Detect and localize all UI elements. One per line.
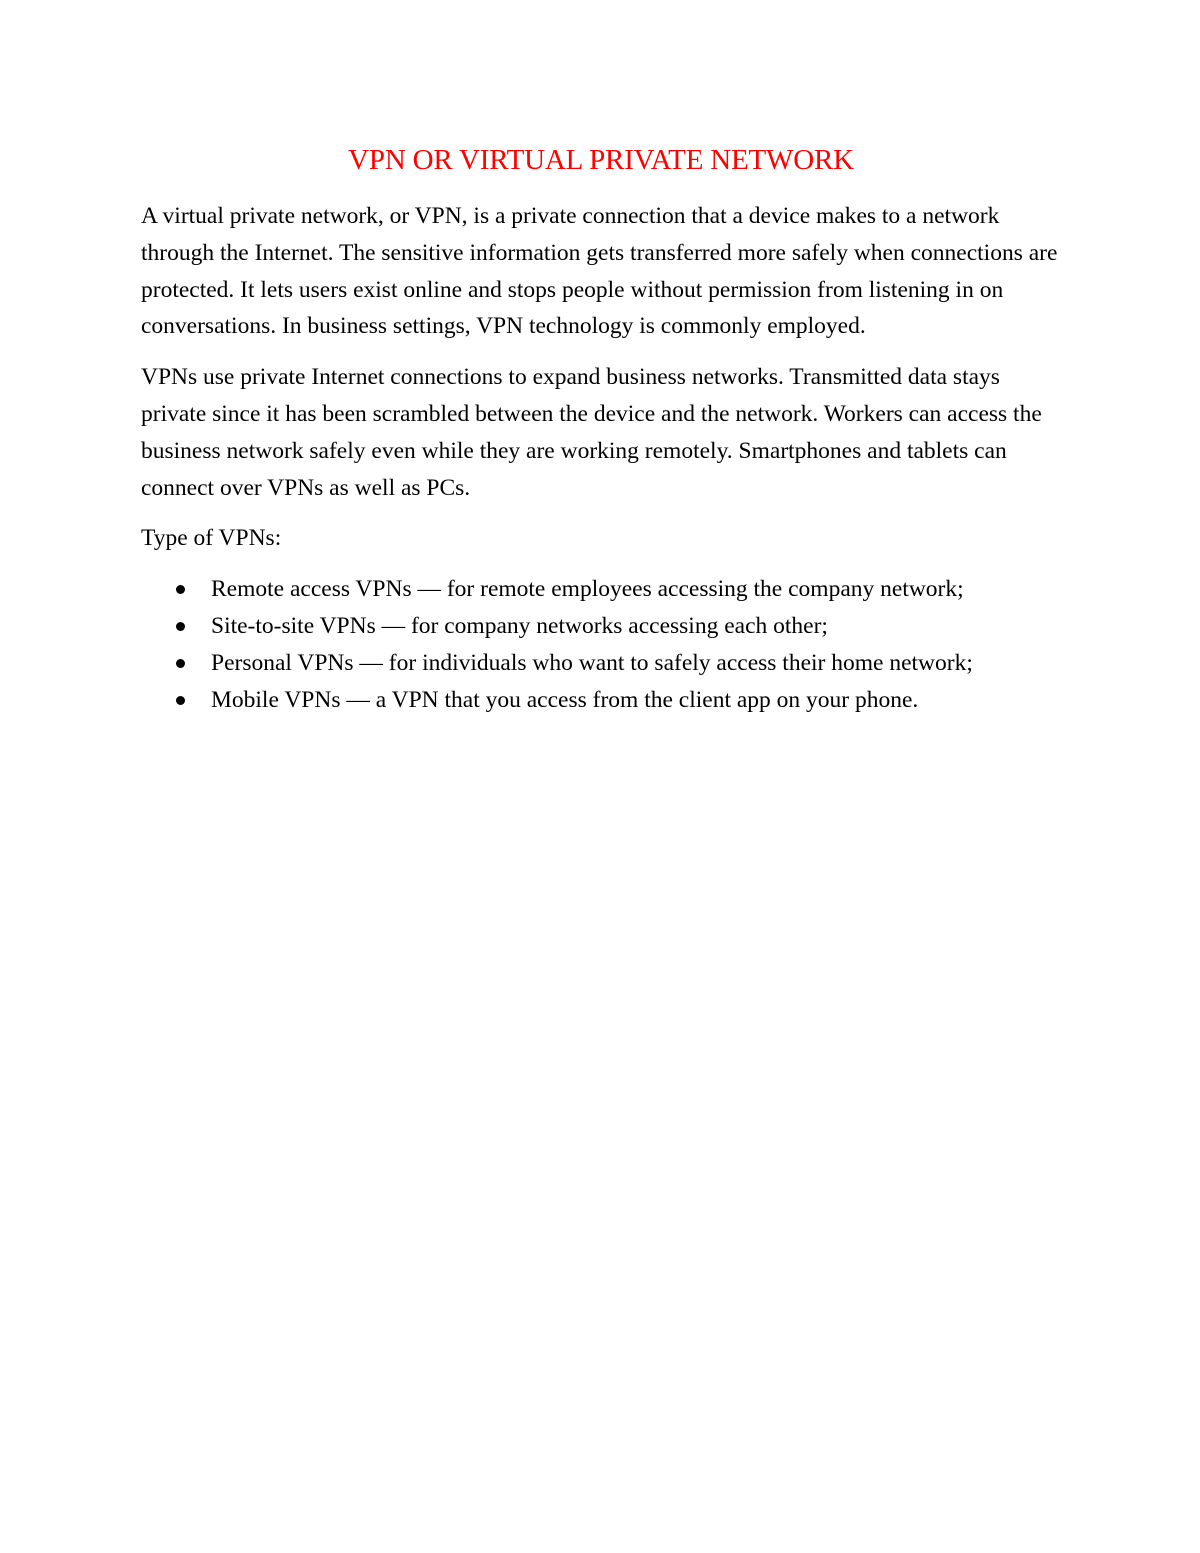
list-item xyxy=(141,645,1061,682)
list-heading: Type of VPNs: xyxy=(141,525,282,552)
list-item xyxy=(141,608,1061,645)
list-item-text: Remote access VPNs — for remote employees accessing the company network; xyxy=(211,576,964,603)
document-title: VPN OR VIRTUAL PRIVATE NETWORK xyxy=(348,144,854,176)
list-item-text: Personal VPNs — for individuals who want to safely access their home network; xyxy=(211,650,973,677)
paragraph-business: VPNs use private Internet connections to expand business networks. Transmitted data stays private since it has been scrambled between the device and the network. Workers can access the business network safely even while they are working remotely. Smartphones and tablets can connect over VPNs as well as PCs. xyxy=(141,364,1042,501)
bullet-icon xyxy=(176,696,185,705)
paragraph-intro: A virtual private network, or VPN, is a private connection that a device makes to a network through the Internet. The sensitive information gets transferred more safely when connections are protected. It lets users exist online and stops people without permission from listening in on conversations. In business settings, VPN technology is commonly employed. xyxy=(141,203,1058,340)
bullet-icon xyxy=(176,622,185,631)
bullet-icon xyxy=(176,659,185,668)
vpn-types-list xyxy=(141,571,1061,719)
bullet-icon xyxy=(176,585,185,594)
list-item-text: Mobile VPNs — a VPN that you access from the client app on your phone. xyxy=(211,687,919,714)
document-body xyxy=(141,140,1061,719)
list-item-text: Site-to-site VPNs — for company networks accessing each other; xyxy=(211,613,828,640)
list-item xyxy=(141,571,1061,608)
list-item xyxy=(141,682,1061,719)
